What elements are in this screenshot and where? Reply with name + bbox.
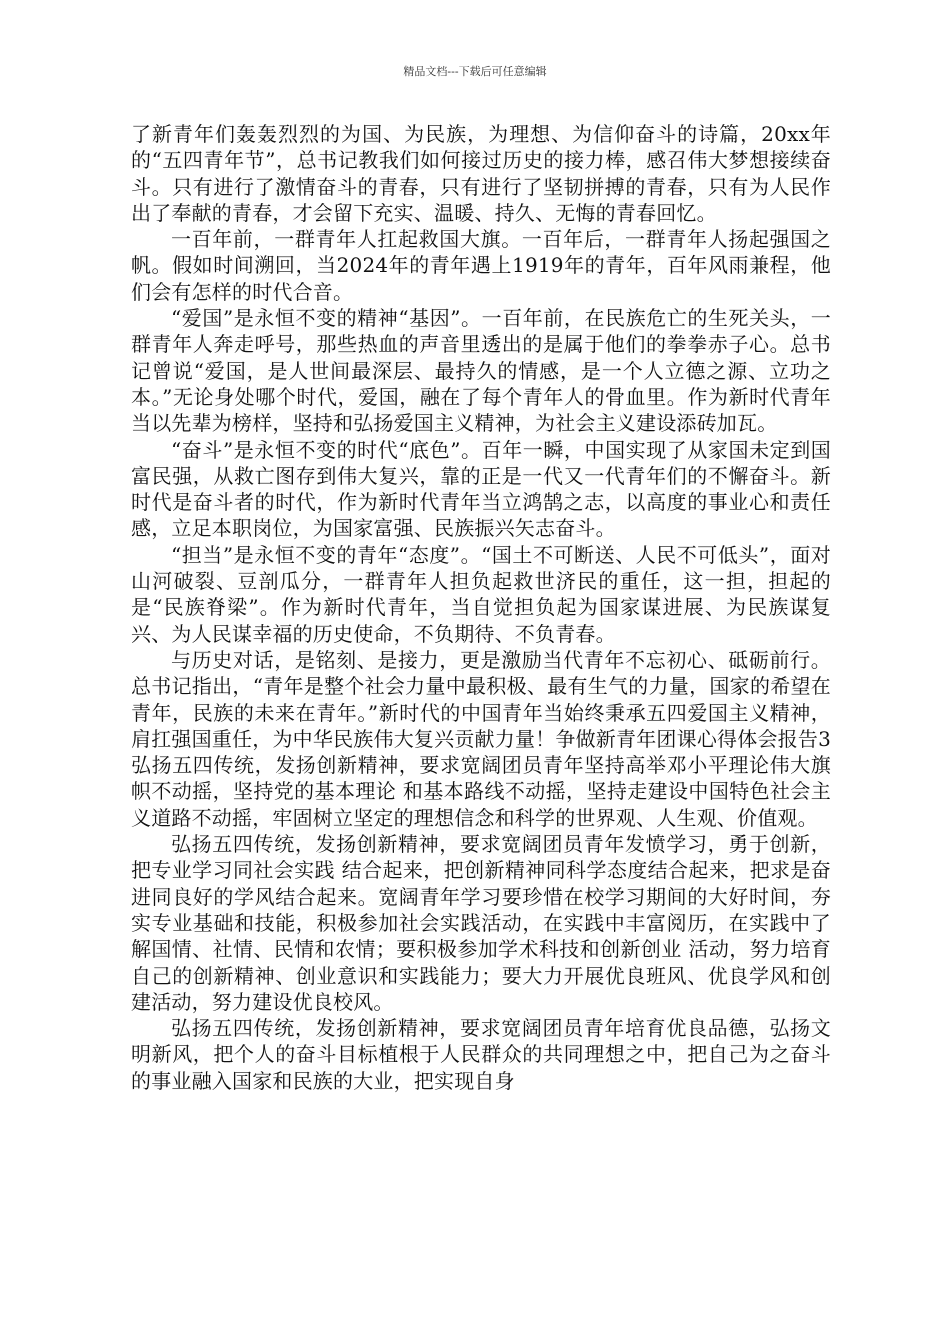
- paragraph: 弘扬五四传统，发扬创新精神，要求宽阔团员青年发愤学习，勇于创新，把专业学习同社会实践 结合起来，把创新精神同科学态度结合起来，把求是奋进同良好的学风结合起来。宽阔青年学习要珍惜在校学习期间的大好时间，夯实专业基础和技能，积极参加社会实践活动，在实践中丰富阅历，在实践中了解国情、社情、民情和农情；要积极参加学术科技和创新创业 活动，努力培育自己的创新精神、创业意识和实践能力；要大力开展优良班风、优良学风和创建活动，努力建设优良校风。: [131, 832, 831, 1014]
- paragraph: 一百年前，一群青年人扛起救国大旗。一百年后，一群青年人扬起强国之帆。假如时间溯回，当2024年的青年遇上1919年的青年，百年风雨兼程，他们会有怎样的时代合音。: [131, 227, 831, 304]
- paragraph: 与历史对话，是铭刻、是接力，更是激励当代青年不忘初心、砥砺前行。总书记指出，“青年是整个社会力量中最积极、最有生气的力量，国家的希望在青年，民族的未来在青年。”新时代的中国青年当始终秉承五四爱国主义精神，肩扛强国重任，为中华民族伟大复兴贡献力量！争做新青年团课心得体会报告3弘扬五四传统，发扬创新精神，要求宽阔团员青年坚持高举邓小平理论伟大旗帜不动摇，坚持党的基本理论 和基本路线不动摇，坚持走建设中国特色社会主义道路不动摇，牢固树立坚定的理想信念和科学的世界观、人生观、价值观。: [131, 647, 831, 830]
- paragraph: 弘扬五四传统，发扬创新精神，要求宽阔团员青年培育优良品德，弘扬文明新风，把个人的奋斗目标植根于人民群众的共同理想之中，把自己为之奋斗的事业融入国家和民族的大业，把实现自身: [131, 1016, 831, 1093]
- paragraph: “奋斗”是永恒不变的时代“底色”。百年一瞬，中国实现了从家国未定到国富民强，从救亡图存到伟大复兴，靠的正是一代又一代青年们的不懈奋斗。新时代是奋斗者的时代，作为新时代青年当立鸿鹄之志，以高度的事业心和责任感，立足本职岗位，为国家富强、民族振兴矢志奋斗。: [131, 437, 831, 541]
- paragraph: “担当”是永恒不变的青年“态度”。“国土不可断送、人民不可低头”，面对山河破裂、豆剖瓜分，一群青年人担负起救世济民的重任，这一担，担起的是“民族脊梁”。作为新时代青年，当自觉担负起为国家谋进展、为民族谋复兴、为人民谋幸福的历史使命，不负期待、不负青春。: [131, 542, 831, 646]
- paragraph: “爱国”是永恒不变的精神“基因”。一百年前，在民族危亡的生死关头，一群青年人奔走呼号，那些热血的声音里透出的是属于他们的拳拳赤子心。总书记曾说“爱国，是人世间最深层、最持久的情感，是一个人立德之源、立功之本。”无论身处哪个时代，爱国，融在了每个青年人的骨血里。作为新时代青年当以先辈为榜样，坚持和弘扬爱国主义精神，为社会主义建设添砖加瓦。: [131, 306, 831, 436]
- page-header: 精品文档---下载后可任意编辑: [403, 65, 547, 78]
- document-body: [131, 121, 831, 1094]
- paragraph: 了新青年们轰轰烈烈的为国、为民族，为理想、为信仰奋斗的诗篇，20xx年的“五四青年节”，总书记教我们如何接过历史的接力棒，感召伟大梦想接续奋斗。只有进行了激情奋斗的青春，只有进行了坚韧拼搏的青春，只有为人民作出了奉献的青春，才会留下充实、温暖、持久、无悔的青春回忆。: [131, 122, 831, 225]
